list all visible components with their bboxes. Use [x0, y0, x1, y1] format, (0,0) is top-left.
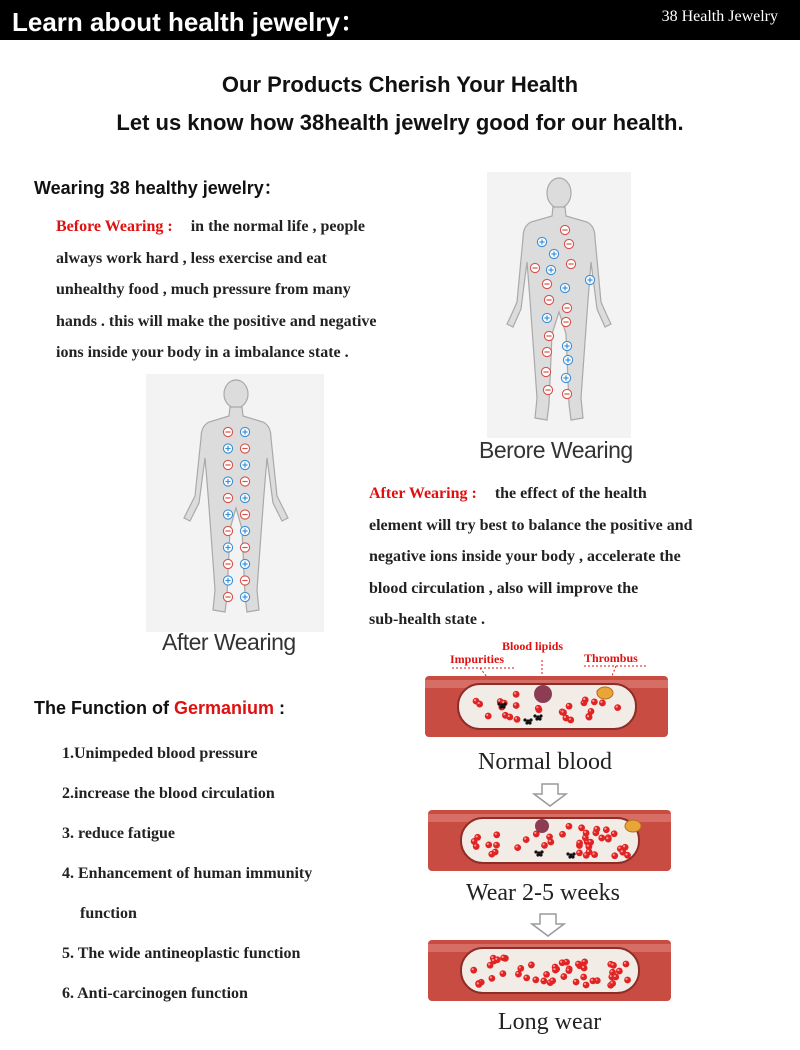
before-line: unhealthy food , much pressure from many — [56, 281, 351, 298]
negative-ion-icon — [543, 385, 552, 394]
negative-ion-icon — [566, 259, 575, 268]
after-line: sub-health state . — [369, 611, 486, 628]
after-label: After Wearing : — [369, 485, 477, 502]
red-blood-cell — [532, 976, 539, 983]
red-blood-cell — [560, 973, 567, 980]
red-blood-cell — [593, 826, 600, 833]
negative-ion-icon — [564, 239, 573, 248]
positive-ion-icon — [560, 283, 569, 292]
positive-ion-icon — [240, 559, 249, 568]
impurities-label: Impurities — [450, 652, 504, 666]
red-blood-cell — [583, 830, 590, 837]
function-item: 2.increase the blood circulation — [62, 785, 275, 802]
red-blood-cell — [624, 852, 631, 859]
positive-ion-icon — [240, 427, 249, 436]
negative-ion-icon — [240, 477, 249, 486]
long-wear-caption: Long wear — [498, 1009, 602, 1035]
before-wearing-figure — [487, 172, 631, 438]
red-blood-cell — [500, 970, 507, 977]
after-wearing-figure — [146, 374, 324, 632]
red-blood-cell — [609, 980, 616, 987]
red-blood-cell — [493, 842, 500, 849]
negative-ion-icon — [223, 460, 232, 469]
before-wearing-text — [56, 211, 466, 369]
negative-ion-icon — [223, 592, 232, 601]
red-blood-cell — [541, 842, 548, 849]
before-line: ions inside your body in a imbalance state . — [56, 344, 349, 361]
negative-ion-icon — [223, 427, 232, 436]
red-blood-cell — [528, 962, 535, 969]
negative-ion-icon — [542, 347, 551, 356]
negative-ion-icon — [223, 493, 232, 502]
red-blood-cell — [487, 962, 494, 969]
red-blood-cell — [535, 705, 542, 712]
body-silhouette-after — [146, 374, 324, 632]
red-blood-cell — [523, 836, 530, 843]
red-blood-cell — [560, 709, 567, 716]
negative-ion-icon — [562, 389, 571, 398]
function-item: 6. Anti-carcinogen function — [62, 985, 248, 1002]
negative-ion-icon — [562, 303, 571, 312]
red-blood-cell — [559, 959, 566, 966]
function-item: 5. The wide antineoplastic function — [62, 945, 301, 962]
negative-ion-icon — [544, 295, 553, 304]
positive-ion-icon — [562, 341, 571, 350]
red-blood-cell — [485, 841, 492, 848]
red-blood-cell — [475, 981, 482, 988]
negative-ion-icon — [541, 367, 550, 376]
red-blood-cell — [488, 851, 495, 858]
red-blood-cell — [500, 954, 507, 961]
positive-ion-icon — [240, 460, 249, 469]
red-blood-cell — [514, 844, 521, 851]
red-blood-cell — [565, 967, 572, 974]
red-blood-cell — [470, 967, 477, 974]
red-blood-cell — [543, 971, 550, 978]
blood-lipid — [534, 685, 552, 703]
red-blood-cell — [583, 982, 590, 989]
function-title-suffix: : — [279, 698, 286, 718]
blood-lipids-label: Blood lipids — [502, 639, 564, 653]
red-blood-cell — [575, 961, 582, 968]
red-blood-cell — [614, 704, 621, 711]
red-blood-cell — [488, 975, 495, 982]
red-blood-cell — [580, 974, 587, 981]
function-item: 4. Enhancement of human immunity — [62, 865, 313, 882]
red-blood-cell — [616, 968, 623, 975]
function-item: 1.Unimpeded blood pressure — [62, 745, 258, 762]
after-line: the effect of the health — [494, 485, 647, 502]
headline-2: Let us know how 38health jewelry good for our health. — [116, 110, 684, 135]
red-blood-cell — [576, 849, 583, 856]
positive-ion-icon — [585, 275, 594, 284]
function-title-highlight: Germanium — [174, 698, 275, 718]
negative-ion-icon — [223, 559, 232, 568]
red-blood-cell — [583, 852, 590, 859]
red-blood-cell — [578, 824, 585, 831]
red-blood-cell — [611, 852, 618, 859]
before-line: in the normal life , people — [190, 218, 365, 235]
wearing-title: Wearing 38 healthy jewelry： — [34, 178, 282, 198]
red-blood-cell — [549, 977, 556, 984]
negative-ion-icon — [240, 444, 249, 453]
function-item: 3. reduce fatigue — [62, 825, 176, 842]
positive-ion-icon — [542, 313, 551, 322]
before-label: Before Wearing : — [56, 218, 173, 235]
red-blood-cell — [587, 839, 594, 846]
down-arrow-icon — [532, 783, 568, 807]
red-blood-cell — [603, 826, 610, 833]
negative-ion-icon — [240, 576, 249, 585]
positive-ion-icon — [223, 576, 232, 585]
headline-1: Our Products Cherish Your Health — [221, 72, 579, 97]
negative-ion-icon — [542, 279, 551, 288]
red-blood-cell — [476, 701, 483, 708]
red-blood-cell — [515, 971, 522, 978]
thrombus — [625, 820, 641, 832]
red-blood-cell — [552, 967, 559, 974]
red-blood-cell — [623, 961, 630, 968]
red-blood-cell — [514, 716, 521, 723]
positive-ion-icon — [549, 249, 558, 258]
negative-ion-icon — [240, 510, 249, 519]
body-silhouette-before — [487, 172, 631, 438]
red-blood-cell — [506, 714, 513, 721]
red-blood-cell — [523, 974, 530, 981]
function-title-prefix: The Function of — [34, 698, 169, 718]
negative-ion-icon — [544, 331, 553, 340]
after-line: blood circulation , also will improve the — [369, 579, 639, 597]
red-blood-cell — [474, 834, 481, 841]
negative-ion-icon — [560, 225, 569, 234]
negative-ion-icon — [223, 526, 232, 535]
red-blood-cell — [586, 714, 593, 721]
positive-ion-icon — [223, 510, 232, 519]
thrombus — [597, 687, 613, 699]
red-blood-cell — [576, 840, 583, 847]
positive-ion-icon — [240, 592, 249, 601]
negative-ion-icon — [530, 263, 539, 272]
red-blood-cell — [624, 977, 631, 984]
after-line: negative ions inside your body , accelerate the — [369, 548, 681, 565]
positive-ion-icon — [563, 355, 572, 364]
red-blood-cell — [605, 836, 612, 843]
before-line: hands . this will make the positive and negative — [56, 312, 377, 330]
vessel-long-wear — [428, 940, 671, 1001]
positive-ion-icon — [223, 543, 232, 552]
red-blood-cell — [547, 839, 554, 846]
thrombus-label: Thrombus — [584, 651, 638, 665]
red-blood-cell — [599, 700, 606, 707]
red-blood-cell — [581, 965, 588, 972]
blood-lipid — [535, 819, 549, 833]
down-arrow-icon — [530, 913, 566, 937]
positive-ion-icon — [223, 477, 232, 486]
positive-ion-icon — [546, 265, 555, 274]
vessel-normal-blood — [425, 676, 668, 737]
red-blood-cell — [566, 703, 573, 710]
negative-ion-icon — [240, 543, 249, 552]
positive-ion-icon — [240, 493, 249, 502]
red-blood-cell — [566, 823, 573, 830]
red-blood-cell — [591, 698, 598, 705]
vessel-wear-2-5-weeks — [428, 810, 671, 871]
positive-ion-icon — [561, 373, 570, 382]
wear-2-5-weeks-caption: Wear 2-5 weeks — [466, 880, 620, 906]
positive-ion-icon — [223, 444, 232, 453]
red-blood-cell — [540, 978, 547, 985]
red-blood-cell — [609, 969, 616, 976]
function-title — [34, 698, 285, 719]
red-blood-cell — [581, 959, 588, 966]
before-wearing-caption: Berore Wearing — [479, 437, 633, 463]
red-blood-cell — [573, 979, 580, 986]
red-blood-cell — [590, 977, 597, 984]
normal-blood-caption: Normal blood — [478, 749, 612, 775]
red-blood-cell — [513, 691, 520, 698]
page-title: Learn about health jewelry： — [12, 7, 366, 37]
red-blood-cell — [611, 830, 618, 837]
red-blood-cell — [598, 835, 605, 842]
brand-name: 38 Health Jewelry — [661, 8, 778, 25]
after-wearing-caption: After Wearing — [162, 629, 296, 655]
red-blood-cell — [559, 831, 566, 838]
red-blood-cell — [513, 702, 520, 709]
red-blood-cell — [582, 697, 589, 704]
positive-ion-icon — [240, 526, 249, 535]
before-line: always work hard , less exercise and eat — [56, 249, 327, 267]
after-line: element will try best to balance the positive and — [369, 516, 693, 534]
negative-ion-icon — [561, 317, 570, 326]
positive-ion-icon — [537, 237, 546, 246]
red-blood-cell — [610, 962, 617, 969]
red-blood-cell — [494, 956, 501, 963]
function-item: function — [80, 905, 137, 922]
red-blood-cell — [485, 713, 492, 720]
red-blood-cell — [493, 831, 500, 838]
after-wearing-text — [369, 478, 789, 636]
